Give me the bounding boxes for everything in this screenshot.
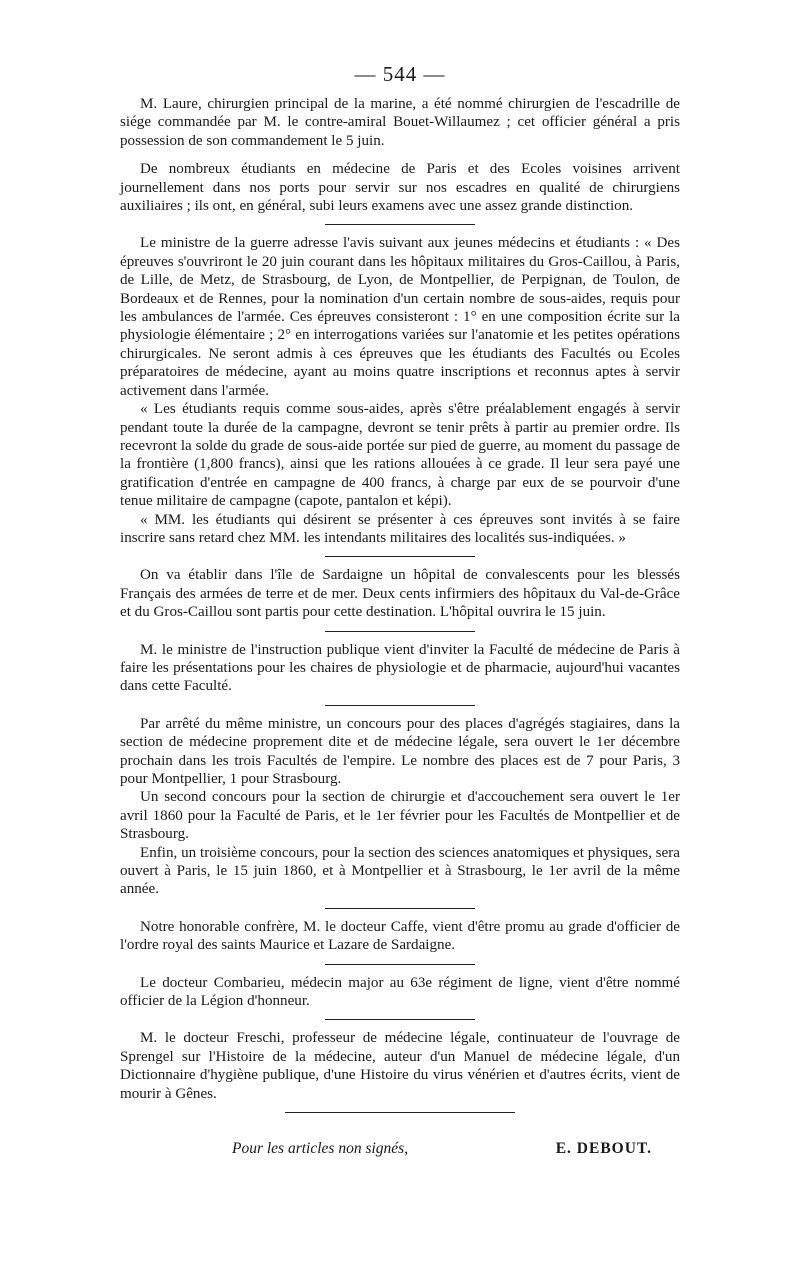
paragraph-laure: M. Laure, chirurgien principal de la marine, a été nommé chirurgien de l'escadrille de siége commandée par M. le contre-amiral Bouet-Willaumez ; cet officier général a pris possession de son commandement le 5 juin.: [120, 96, 680, 149]
separator-rule: [325, 705, 475, 706]
signature-line: [232, 1140, 652, 1158]
paragraph-troisieme-concours: Enfin, un troisième concours, pour la section des sciences anatomiques et physiques, sera ouvert à Paris, le 15 juin 1860, et à Montpellier et à Strasbourg, le 1er avril de la même année.: [120, 844, 680, 898]
signature-author: E. DEBOUT.: [555, 1140, 652, 1157]
paragraph-etudiants: De nombreux étudiants en médecine de Paris et des Ecoles voisines arrivent journellement dans nos ports pour servir sur nos escadres en qualité de chirurgiens auxiliaires ; ils ont, en général, subi leurs examens avec une assez grande distinction.: [120, 161, 680, 215]
paragraph-inscription: « MM. les étudiants qui désirent se présenter à ces épreuves sont invités à se faire inscrire sans retard chez MM. les intendants militaires des localités sus-indiquées. »: [120, 511, 680, 546]
paragraph-concours-agreges: Par arrêté du même ministre, un concours pour des places d'agrégés stagiaires, dans la section de médecine proprement dite et de médecine légale, sera ouvert le 1er décembre prochain dans les trois Facultés de l'empire. Le nombre des places est de 7 pour Paris, 3 pour Montpellier, 1 pour Strasbourg.: [120, 715, 680, 787]
paragraph-faculte-paris: M. le ministre de l'instruction publique vient d'inviter la Faculté de médecine de Paris à faire les présentations pour les chaires de physiologie et de pharmacie, aujourd'hui vacantes dans cette Faculté.: [120, 641, 680, 695]
paragraph-combarieu: Le docteur Combarieu, médecin major au 63e régiment de ligne, vient d'être nommé officier de la Légion d'honneur.: [120, 974, 680, 1010]
paragraph-second-concours: Un second concours pour la section de chirurgie et d'accouchement sera ouvert le 1er avril 1860 pour la Faculté de Paris, et le 1er février pour les Facultés de Montpellier et de Strasbourg.: [120, 789, 680, 843]
separator-rule: [325, 556, 475, 557]
separator-rule: [325, 1019, 475, 1020]
paragraph-sardaigne-hopital: On va établir dans l'île de Sardaigne un hôpital de convalescents pour les blessés Français des armées de terre et de mer. Deux cents infirmiers des hôpitaux du Val-de-Grâce et du Gros-Caillou sont partis pour cette destination. L'hôpital ouvrira le 15 juin.: [120, 567, 680, 621]
separator-rule: [325, 908, 475, 909]
paragraph-caffe: Notre honorable confrère, M. le docteur Caffe, vient d'être promu au grade d'officier de l'ordre royal des saints Maurice et Lazare de Sardaigne.: [120, 918, 680, 954]
separator-rule-long: [285, 1112, 515, 1113]
separator-rule: [325, 224, 475, 225]
separator-rule: [325, 964, 475, 965]
article-column: [120, 95, 680, 1122]
page-number: — 544 —: [354, 62, 446, 86]
separator-rule: [325, 631, 475, 632]
paragraph-ministre-guerre: Le ministre de la guerre adresse l'avis suivant aux jeunes médecins et étudiants : « Des épreuves s'ouvriront le 20 juin courant dans les hôpitaux militaires du Gros-Caillou, à Paris, de Lille, de Metz, de Strasbourg, de Lyon, de Montpellier, de Perpignan, de Toulon, de Bordeaux et de Rennes, pour la nomination d'un certain nombre de sous-aides, requis pour les ambulances de l'armée. Ces épreuves consisteront : 1° en une composition écrite sur la physiologie élémentaire ; 2° en interrogations variées sur l'anatomie et les petites opérations chirurgicales. Ne seront admis à ces épreuves que les étudiants des Facultés ou Ecoles préparatoires de médecine, ayant au moins quatre inscriptions et reconnus aptes à servir activement dans l'armée.: [120, 235, 680, 399]
signature-note: Pour les articles non signés,: [232, 1140, 409, 1157]
paragraph-sous-aides: « Les étudiants requis comme sous-aides, après s'être préalablement engagés à servir pendant toute la durée de la campagne, devront se tenir prêts à partir au premier ordre. Ils recevront la solde du grade de sous-aide portée sur pied de guerre, au moment du passage de la frontière (1,800 francs), ainsi que les rations allouées à ce grade. Il leur sera payé une gratification d'entrée en campagne de 400 francs, à charge par eux de se pourvoir d'une tenue militaire de campagne (capote, pantalon et képi).: [120, 401, 680, 510]
paragraph-freschi: M. le docteur Freschi, professeur de médecine légale, continuateur de l'ouvrage de Sprengel sur l'Histoire de la médecine, auteur d'un Manuel de médecine légale, d'un Dictionnaire d'hygiène publique, d'une Histoire du virus vénérien et d'autres écrits, vient de mourir à Gênes.: [120, 1030, 680, 1102]
